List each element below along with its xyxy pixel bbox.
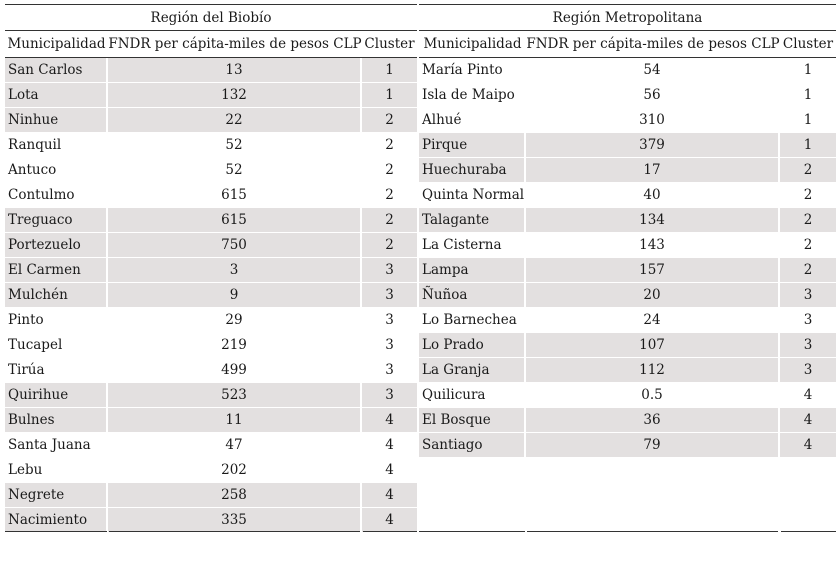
municipalidad-cell: Tucapel [5, 333, 108, 358]
fndr-value-cell: 54 [526, 58, 780, 83]
cluster-cell: 4 [780, 433, 836, 458]
table-row [5, 433, 417, 458]
municipalidad-cell: Lota [5, 83, 108, 108]
municipalidad-cell: Nacimiento [5, 508, 108, 533]
fndr-value-cell: 112 [526, 358, 780, 383]
table-row [5, 308, 417, 333]
table-row [419, 433, 836, 458]
table-row [5, 58, 417, 83]
cluster-cell: 3 [362, 258, 417, 283]
cluster-cell: 4 [362, 408, 417, 433]
cluster-cell: 4 [780, 383, 836, 408]
municipalidad-cell: Lampa [419, 258, 526, 283]
cluster-cell: 4 [362, 433, 417, 458]
table-row [419, 108, 836, 133]
table-row [419, 133, 836, 158]
municipalidad-cell: Lo Barnechea [419, 308, 526, 333]
data-table [419, 31, 836, 458]
fndr-value-cell: 20 [526, 283, 780, 308]
fndr-value-cell: 56 [526, 83, 780, 108]
cluster-cell: 3 [362, 283, 417, 308]
bottom-rule [5, 531, 107, 532]
cluster-cell: 1 [780, 58, 836, 83]
fndr-value-cell: 132 [108, 83, 362, 108]
table-row [419, 208, 836, 233]
municipalidad-cell: Ranquil [5, 133, 108, 158]
table-row [5, 408, 417, 433]
cluster-cell: 4 [362, 458, 417, 483]
fndr-value-cell: 258 [108, 483, 362, 508]
cluster-cell: 1 [780, 133, 836, 158]
fndr-value-cell: 11 [108, 408, 362, 433]
municipalidad-cell: Pirque [419, 133, 526, 158]
table-row [5, 83, 417, 108]
table-row [419, 58, 836, 83]
table-row [5, 508, 417, 533]
fndr-value-cell: 17 [526, 158, 780, 183]
fndr-value-cell: 202 [108, 458, 362, 483]
column-header-fndr: FNDR per cápita-miles de pesos CLP [526, 31, 780, 58]
region-title: Región Metropolitana [419, 4, 836, 31]
column-header-municipalidad: Municipalidad [5, 31, 108, 58]
fndr-value-cell: 3 [108, 258, 362, 283]
municipalidad-cell: Contulmo [5, 183, 108, 208]
cluster-cell: 3 [362, 308, 417, 333]
municipalidad-cell: Bulnes [5, 408, 108, 433]
cluster-cell: 2 [780, 233, 836, 258]
bottom-rule [363, 531, 417, 532]
fndr-value-cell: 22 [108, 108, 362, 133]
cluster-cell: 4 [780, 408, 836, 433]
bottom-rule [527, 531, 778, 532]
cluster-cell: 2 [362, 233, 417, 258]
table-row [5, 133, 417, 158]
bottom-rule [109, 531, 360, 532]
cluster-cell: 3 [362, 358, 417, 383]
cluster-cell: 1 [780, 83, 836, 108]
column-header-cluster: Cluster [362, 31, 417, 58]
table-row [5, 358, 417, 383]
region-panel-metropolitana [419, 4, 836, 458]
table-row [419, 233, 836, 258]
cluster-cell: 2 [362, 208, 417, 233]
municipalidad-cell: Huechuraba [419, 158, 526, 183]
table-row [5, 208, 417, 233]
cluster-cell: 3 [780, 283, 836, 308]
cluster-cell: 2 [780, 208, 836, 233]
municipalidad-cell: Isla de Maipo [419, 83, 526, 108]
fndr-value-cell: 143 [526, 233, 780, 258]
municipalidad-cell: Mulchén [5, 283, 108, 308]
table-row [419, 158, 836, 183]
municipalidad-cell: Negrete [5, 483, 108, 508]
municipalidad-cell: Portezuelo [5, 233, 108, 258]
fndr-value-cell: 13 [108, 58, 362, 83]
header-row [419, 31, 836, 58]
cluster-cell: 4 [362, 483, 417, 508]
municipalidad-cell: Ninhue [5, 108, 108, 133]
table-row [5, 108, 417, 133]
municipalidad-cell: Lo Prado [419, 333, 526, 358]
column-header-fndr: FNDR per cápita-miles de pesos CLP [108, 31, 362, 58]
fndr-value-cell: 36 [526, 408, 780, 433]
cluster-cell: 1 [362, 83, 417, 108]
cluster-cell: 2 [362, 183, 417, 208]
fndr-value-cell: 24 [526, 308, 780, 333]
region-panel-biobio [5, 4, 417, 533]
municipalidad-cell: San Carlos [5, 58, 108, 83]
table-row [5, 333, 417, 358]
municipalidad-cell: El Bosque [419, 408, 526, 433]
table-row [419, 408, 836, 433]
cluster-cell: 2 [362, 133, 417, 158]
municipalidad-cell: Tirúa [5, 358, 108, 383]
table-row [5, 283, 417, 308]
table-row [5, 483, 417, 508]
fndr-value-cell: 52 [108, 158, 362, 183]
cluster-cell: 2 [780, 158, 836, 183]
table-row [419, 183, 836, 208]
municipalidad-cell: Quinta Normal [419, 183, 526, 208]
fndr-value-cell: 52 [108, 133, 362, 158]
fndr-value-cell: 499 [108, 358, 362, 383]
cluster-cell: 2 [362, 158, 417, 183]
fndr-value-cell: 615 [108, 183, 362, 208]
bottom-rule [781, 531, 836, 532]
fndr-value-cell: 79 [526, 433, 780, 458]
table-row [5, 183, 417, 208]
cluster-cell: 3 [362, 333, 417, 358]
fndr-value-cell: 0.5 [526, 383, 780, 408]
table-row [5, 383, 417, 408]
fndr-value-cell: 157 [526, 258, 780, 283]
column-header-cluster: Cluster [780, 31, 836, 58]
table-row [419, 258, 836, 283]
table-row [419, 383, 836, 408]
municipalidad-cell: María Pinto [419, 58, 526, 83]
table-row [5, 258, 417, 283]
fndr-value-cell: 523 [108, 383, 362, 408]
cluster-cell: 2 [780, 183, 836, 208]
municipalidad-cell: Santiago [419, 433, 526, 458]
cluster-cell: 1 [362, 58, 417, 83]
municipalidad-cell: Quirihue [5, 383, 108, 408]
fndr-value-cell: 9 [108, 283, 362, 308]
fndr-value-cell: 29 [108, 308, 362, 333]
municipalidad-cell: Pinto [5, 308, 108, 333]
municipalidad-cell: La Granja [419, 358, 526, 383]
municipalidad-cell: Treguaco [5, 208, 108, 233]
fndr-value-cell: 134 [526, 208, 780, 233]
fndr-value-cell: 47 [108, 433, 362, 458]
municipalidad-cell: La Cisterna [419, 233, 526, 258]
cluster-cell: 3 [780, 308, 836, 333]
fndr-value-cell: 335 [108, 508, 362, 533]
table-row [5, 233, 417, 258]
fndr-value-cell: 107 [526, 333, 780, 358]
table-row [419, 308, 836, 333]
region-title: Región del Biobío [5, 4, 417, 31]
column-header-municipalidad: Municipalidad [419, 31, 526, 58]
municipalidad-cell: Lebu [5, 458, 108, 483]
cluster-cell: 3 [780, 333, 836, 358]
table-row [419, 83, 836, 108]
fndr-value-cell: 750 [108, 233, 362, 258]
municipalidad-cell: Antuco [5, 158, 108, 183]
municipalidad-cell: Talagante [419, 208, 526, 233]
table-row [5, 458, 417, 483]
municipalidad-cell: Ñuñoa [419, 283, 526, 308]
cluster-cell: 3 [362, 383, 417, 408]
header-row [5, 31, 417, 58]
cluster-cell: 2 [780, 258, 836, 283]
table-row [419, 358, 836, 383]
cluster-cell: 3 [780, 358, 836, 383]
fndr-value-cell: 40 [526, 183, 780, 208]
municipalidad-cell: Alhué [419, 108, 526, 133]
fndr-value-cell: 310 [526, 108, 780, 133]
fndr-value-cell: 219 [108, 333, 362, 358]
cluster-cell: 4 [362, 508, 417, 533]
municipalidad-cell: Santa Juana [5, 433, 108, 458]
data-table [5, 31, 417, 533]
cluster-cell: 1 [780, 108, 836, 133]
table-row [5, 158, 417, 183]
municipalidad-cell: El Carmen [5, 258, 108, 283]
bottom-rule [419, 531, 525, 532]
table-row [419, 283, 836, 308]
cluster-cell: 2 [362, 108, 417, 133]
fndr-value-cell: 615 [108, 208, 362, 233]
table-row [419, 333, 836, 358]
municipalidad-cell: Quilicura [419, 383, 526, 408]
fndr-value-cell: 379 [526, 133, 780, 158]
